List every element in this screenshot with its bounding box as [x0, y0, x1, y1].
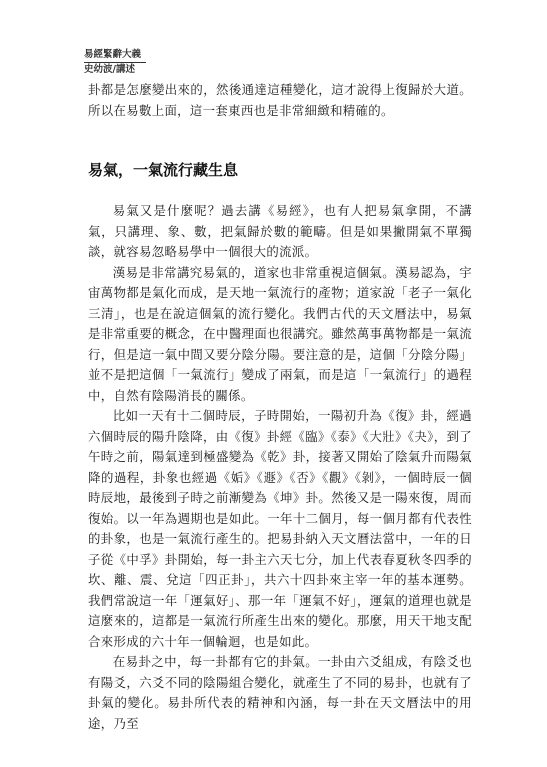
book-authors: 史幼波/講述 [84, 64, 135, 75]
body-paragraph-3: 比如一天有十二個時辰，子時開始，一陽初升為《復》卦，經過六個時辰的陽升陰降，由《復》卦經《臨》《泰》《大壯》《夬》，到了午時之前，陽氣達到極盛變為《乾》卦，接著又開始了陰氣升而陽氣降的過程，卦象也經過《姤》《遯》《否》《觀》《剝》，一個時辰一個時辰地，最後到子時之前漸變為《坤》卦。然後又是一陽來復，周而復始。以一年為週期也是如此。一年十二個月，每一個月都有代表性的卦象，也是一氣流行產生的。把易卦納入天文曆法當中，一年的日子從《中孚》卦開始，每一卦主六天七分，加上代表春夏秋冬四季的坎、離、震、兌這「四正卦」，共六十四卦來主宰一年的基本運勢。我們常說這一年「運氣好」、那一年「運氣不好」，運氣的道理也就是這麼來的，這都是一氣流行所產生出來的變化。那麼，用天干地支配合來形成的六十年一個輪迴，也是如此。 [88, 408, 472, 649]
section-heading: 易氣，一氣流行藏生息 [88, 161, 239, 179]
body-paragraph-1: 易氣又是什麼呢？過去講《易經》，也有人把易氣拿開，不講氣，只講理、象、數，把氣歸於數的範疇。但是如果撇開氣不單獨談，就容易忽略易學中一個很大的流派。 [88, 203, 472, 259]
running-header [84, 48, 146, 76]
book-title: 易經緊辭大義 [84, 49, 142, 60]
body-paragraph-4: 在易卦之中，每一卦都有它的卦氣。一卦由六爻組成，有陰爻也有陽爻，六爻不同的陰陽組合變化，就產生了不同的易卦，也就有了卦氣的變化。易卦所代表的精神和內涵，每一卦在天文曆法中的用途，乃至 [88, 654, 472, 731]
intro-paragraph: 卦都是怎麼變出來的，然後通達這種變化，這才說得上復歸於大道。所以在易數上面，這一套東西也是非常細緻和精確的。 [88, 82, 472, 118]
body-paragraph-2: 漢易是非常講究易氣的，道家也非常重視這個氣。漢易認為，宇宙萬物都是氣化而成，是天地一氣流行的產物；道家說「老子一氣化三清」，也是在說這個氣的流行變化。我們古代的天文曆法中，易氣是非常重要的概念，在中醫理面也很講究。雖然萬事萬物都是一氣流行，但是這一氣中間又要分陰分陽。要注意的是，這個「分陰分陽」並不是把這個「一氣流行」變成了兩氣，而是這「一氣流行」的過程中，自然有陰陽消長的關係。 [88, 264, 472, 403]
page-content [88, 80, 472, 734]
